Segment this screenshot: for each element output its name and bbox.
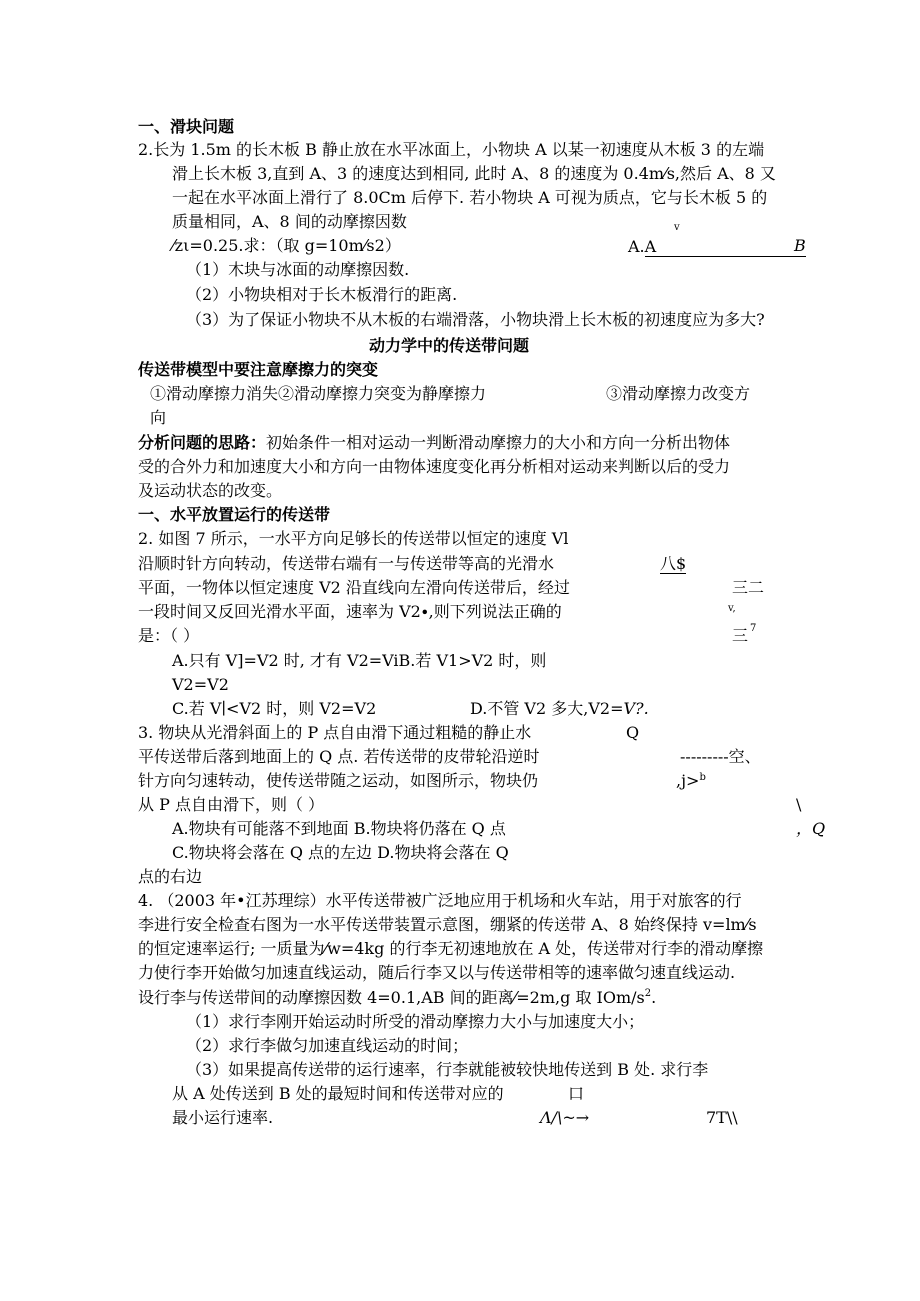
fig7-label-b: 三二 bbox=[732, 578, 765, 597]
q4-part3: （3）如果提高传送带的运行速率，行李就能被较快地传送到 B 处. 求行李 bbox=[186, 1060, 709, 1079]
q2b-line4: 一段时间又反回光滑水平面，速率为 V2∙,则下列说法正确的 bbox=[138, 602, 562, 621]
q3-line1: 3. 物块从光滑斜面上的 P 点自由滑下通过粗糙的静止水 bbox=[138, 723, 532, 742]
fig3-j-text: ,j> bbox=[676, 771, 700, 790]
fig1-b-label: B bbox=[794, 236, 806, 255]
q2b-line1: 2. 如图 7 所示，一水平方向足够长的传送带以恒定的速度 Vl bbox=[138, 529, 569, 548]
fig4-arrow: Λ∕\~→ bbox=[540, 1108, 590, 1127]
analysis-label: 分析问题的思路： bbox=[138, 433, 267, 452]
q2b-line2: 沿顺时针方向转动，传送带右端有一与传送带等高的光滑水 bbox=[138, 554, 555, 573]
belt-note-b: ③滑动摩擦力改变方 bbox=[606, 384, 751, 403]
belt-note-c: 向 bbox=[150, 408, 167, 427]
q2-line1: 2.长为 1.5m 的长木板 B 静止放在水平冰面上，小物块 A 以某一初速度从木板 3 的左端 bbox=[138, 140, 765, 159]
fig1-aa-label: A.A bbox=[628, 237, 657, 256]
q4-part2: （2）求行李做匀加速直线运动的时间； bbox=[186, 1036, 469, 1055]
q4-part3-end: 最小运行速率. bbox=[172, 1108, 274, 1127]
q3-line2: 平传送带后落到地面上的 Q 点. 若传送带的皮带轮沿逆时 bbox=[138, 747, 540, 766]
fig3-q2-label: ，Q bbox=[796, 819, 826, 838]
q2-line5: ⁄zι=0.25.求：（取 g=10m⁄s2） bbox=[172, 236, 401, 255]
q4-line5 bbox=[138, 989, 656, 1006]
fig4-7t: 7T\\ bbox=[706, 1108, 738, 1127]
q2b-line3: 平面，一物体以恒定速度 V2 沿直线向左滑向传送带后，经过 bbox=[138, 578, 570, 597]
q2b-option-d bbox=[470, 701, 649, 717]
q4-line1: 4. （2003 年•江苏理综）水平传送带被广泛地应用于机场和火车站，用于对旅客的行 bbox=[138, 891, 742, 910]
fig3-slash: \ bbox=[796, 795, 802, 814]
q3-tail: 点的右边 bbox=[138, 867, 203, 886]
analysis-line2: 受的合外力和加速度大小和方向一由物体速度变化再分析相对运动来判断以后的受力 bbox=[138, 457, 731, 476]
fig7-label-a: 八$ bbox=[660, 554, 687, 573]
section-title-slider: 一、滑块问题 bbox=[138, 117, 235, 136]
q2-line3: 一起在水平冰面上滑行了 8.0Cm 后停下. 若小物块 A 可视为质点，它与长木板 5 的 bbox=[172, 188, 768, 207]
fig7-label-d: 三 bbox=[732, 626, 749, 645]
q2-line4: 质量相同，A、8 间的动摩擦因数 bbox=[172, 212, 407, 231]
analysis-line3: 及运动状态的改变。 bbox=[138, 481, 283, 500]
q3-options-cd: C.物块将会落在 Q 点的左边 D.物块将会落在 Q bbox=[172, 843, 509, 862]
q4-line5-end: . bbox=[651, 988, 657, 1007]
q3-line3: 针方向匀速转动，使传送带随之运动，如图所示，物块仍 bbox=[138, 771, 539, 790]
horizontal-belt-title: 一、水平放置运行的传送带 bbox=[138, 505, 331, 524]
q4-line4: 力使行李开始做匀加速直线运动，随后行李又以与传送带相等的速率做匀速直线运动. bbox=[138, 963, 736, 982]
belt-note-title: 传送带模型中要注意摩擦力的突变 bbox=[138, 360, 379, 379]
fig1-v-label: v bbox=[674, 222, 680, 233]
q2b-option-a: A.只有 V]=V2 时, 才有 V2=ViB.若 V1>V2 时，则 bbox=[172, 651, 547, 670]
q2b-option-c: C.若 V∣<V2 时，则 V2=V2 bbox=[172, 699, 377, 718]
belt-title: 动力学中的传送带问题 bbox=[369, 336, 530, 355]
q3-line4: 从 P 点自由滑下，则（ ） bbox=[138, 795, 325, 814]
q2b-line5: 是：（ ） bbox=[138, 626, 200, 645]
q2-part3: （3）为了保证小物块不从木板的右端滑落，小物块滑上长木板的初速度应为多大? bbox=[186, 310, 765, 329]
analysis-text1: 初始条件一相对运动一判断滑动摩擦力的大小和方向一分析出物体 bbox=[266, 433, 731, 452]
q3-options-ab: A.物块有可能落不到地面 B.物块将仍落在 Q 点 bbox=[172, 819, 506, 838]
belt-note-a: ①滑动摩擦力消失②滑动摩擦力突变为静摩擦力 bbox=[150, 384, 487, 403]
analysis-line1 bbox=[138, 435, 730, 451]
q4-line2: 李进行安全检查右图为一水平传送带装置示意图，绷紧的传送带 A、8 始终保持 v=lm⁄s bbox=[138, 915, 757, 934]
q2-line2: 滑上长木板 3,直到 A、3 的速度达到相同, 此时 A、8 的速度为 0.4m⁄s,然后 A、8 又 bbox=[172, 164, 776, 183]
fig3-dash: ---------空、 bbox=[680, 747, 761, 766]
q4-line5-sup: 2 bbox=[644, 988, 652, 999]
fig7-label-e: 7 bbox=[750, 623, 757, 634]
fig3-b-sup: b bbox=[699, 772, 706, 783]
q2b-option-d-tail: =V?. bbox=[610, 699, 649, 718]
q2b-option-d-text: D.不管 V2 多大,V2 bbox=[470, 699, 611, 718]
fig7-label-c: v, bbox=[728, 603, 736, 614]
fig3-j-label bbox=[676, 773, 706, 789]
fig3-q-label: Q bbox=[626, 723, 640, 742]
fig1-board-line bbox=[645, 256, 806, 257]
q2-part2: （2）小物块相对于长木板滑行的距离. bbox=[186, 285, 458, 304]
q2b-option-a-cont: V2=V2 bbox=[172, 675, 229, 694]
fig4-box: 口 bbox=[568, 1084, 585, 1103]
q2-part1: （1）木块与冰面的动摩擦因数. bbox=[186, 260, 410, 279]
q4-part1: （1）求行李刚开始运动时所受的滑动摩擦力大小与加速度大小； bbox=[186, 1012, 645, 1031]
q4-line5-text: 设行李与传送带间的动摩擦因数 4=0.1,AB 间的距离⁄=2m,g 取 IOm/s bbox=[138, 988, 645, 1007]
q4-line3: 的恒定速率运行; 一质量为⁄w=4kg 的行李无初速地放在 A 处，传送带对行李的滑动摩擦 bbox=[138, 939, 764, 958]
q4-part3-cont: 从 A 处传送到 B 处的最短时间和传送带对应的 bbox=[172, 1084, 504, 1103]
